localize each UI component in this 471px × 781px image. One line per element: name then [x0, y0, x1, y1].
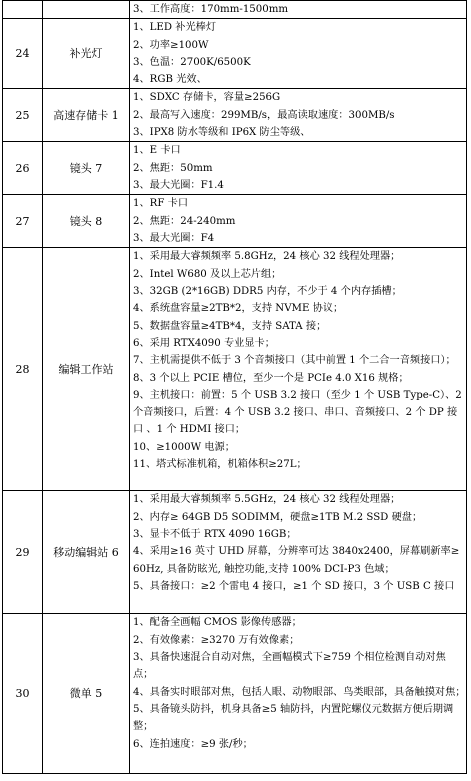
item-name: 镜头 7 — [43, 142, 130, 195]
item-name: 编辑工作站 — [43, 248, 130, 491]
spec-line: 2、内存≥ 64GB D5 SODIMM，硬盘≥1TB M.2 SSD 硬盘； — [133, 511, 423, 523]
spec-table-container — [2, 0, 466, 774]
spec-line: 2、有效像素：≥3270 万有效像素； — [133, 634, 300, 646]
table-row — [3, 89, 467, 142]
spec-line: 5、具备接口：≥2 个雷电 4 接口，≥1 个 SD 接口，3 个 USB C 接口 — [133, 580, 455, 592]
table-row — [3, 142, 467, 195]
item-name: 补光灯 — [43, 19, 130, 89]
spec-line: 3、32GB (2*16GB) DDR5 内存，不少于 4 个内存插槽； — [133, 286, 402, 298]
spec-line: 1、采用最大睿频频率 5.5GHz，24 核心 32 线程处理器； — [133, 494, 401, 506]
spec-line: 1、SDXC 存储卡，容量≥256G — [133, 92, 281, 104]
spec-line: 5、数据盘容量≥4TB*4，支持 SATA 接； — [133, 320, 327, 332]
item-name — [43, 1, 130, 19]
item-name: 高速存储卡 1 — [43, 89, 130, 142]
spec-line: 3、最大光圈：F4 — [133, 233, 215, 245]
spec-line: 1、配备全画幅 CMOS 影像传感器； — [133, 617, 302, 629]
item-specs — [130, 195, 467, 248]
spec-line: 2、Intel W680 及以上芯片组； — [133, 268, 282, 280]
item-name: 移动编辑站 6 — [43, 491, 130, 614]
item-specs — [130, 19, 467, 89]
item-specs — [130, 89, 467, 142]
table-row — [3, 491, 467, 614]
spec-line: 4、具备实时眼部对焦，包括人眼、动物眼部、鸟类眼部，具备触摸对焦； — [133, 686, 466, 698]
spec-line: 10、≥1000W 电源； — [133, 441, 235, 453]
row-number: 26 — [3, 142, 43, 195]
equipment-spec-table — [2, 0, 467, 774]
spec-line: 3、工作高度：170mm-1500mm — [133, 4, 289, 15]
spec-line: 6、连拍速度：≥9 张/秒； — [133, 738, 253, 750]
item-specs — [130, 491, 467, 614]
spec-line: 4、系统盘容量≥2TB*2，支持 NVME 协议； — [133, 303, 344, 315]
spec-line: 2、焦距：24-240mm — [133, 215, 236, 227]
row-number: 28 — [3, 248, 43, 491]
table-row — [3, 195, 467, 248]
spec-line: 3、IPX8 防水等级和 IP6X 防尘等级、 — [133, 127, 311, 139]
spec-line: 3、最大光圈：F1.4 — [133, 180, 224, 192]
spec-line: 2、功率≥100W — [133, 39, 209, 51]
item-specs — [130, 142, 467, 195]
spec-line: 2、最高写入速度：299MB/s，最高读取速度：300MB/s — [133, 109, 395, 121]
spec-line: 7、主机需提供不低于 3 个音频接口（其中前置 1 个二合一音频接口）； — [133, 355, 456, 367]
row-number: 24 — [3, 19, 43, 89]
spec-line: 2、焦距：50mm — [133, 162, 213, 174]
spec-line: 1、E 卡口 — [133, 145, 181, 157]
spec-line: 6、采用 RTX4090 专业显卡； — [133, 337, 275, 349]
row-number — [3, 1, 43, 19]
spec-line: 9、主机接口：前置：5 个 USB 3.2 接口（至少 1 个 USB Type-C）、2 个音频接口，后置：4 个 USB 3.2 接口、串口、音频接口、2 个 DP 接口 、1 个 HDMI 接口； — [133, 389, 462, 436]
item-specs — [130, 248, 467, 491]
row-number: 25 — [3, 89, 43, 142]
spec-line: 3、显卡不低于 RTX 4090 16GB； — [133, 529, 297, 541]
spec-line: 1、LED 补光棒灯 — [133, 22, 217, 34]
item-specs — [130, 614, 467, 774]
spec-line: 1、RF 卡口 — [133, 198, 189, 210]
item-name: 镜头 8 — [43, 195, 130, 248]
row-number: 29 — [3, 491, 43, 614]
spec-line: 3、具备快速混合自动对焦，全画幅模式下≥759 个相位检测自动对焦点； — [133, 652, 446, 681]
spec-line: 11、塔式标准机箱，机箱体积≥27L； — [133, 459, 307, 471]
spec-line: 4、RGB 光效、 — [133, 74, 207, 86]
spec-line: 5、具备镜头防抖，机身具备≥5 轴防抖，内置陀螺仪元数据方便后期调整； — [133, 703, 454, 733]
spec-line: 4、采用≥16 英寸 UHD 屏幕，分辨率可达 3840x2400，屏幕刷新率≥ 60Hz, 具备防眩光, 触控功能,支持 100% DCI-P3 色域； — [133, 546, 460, 575]
item-specs — [130, 1, 467, 19]
table-row — [3, 248, 467, 491]
item-name: 微单 5 — [43, 614, 130, 774]
spec-line: 8、3 个以上 PCIE 槽位，至少一个是 PCIe 4.0 X16 规格； — [133, 372, 409, 384]
table-row — [3, 1, 467, 19]
spec-line: 1、采用最大睿频频率 5.8GHz，24 核心 32 线程处理器； — [133, 251, 401, 263]
row-number: 30 — [3, 614, 43, 774]
spec-line: 3、色温：2700K/6500K — [133, 56, 251, 68]
table-row — [3, 614, 467, 774]
row-number: 27 — [3, 195, 43, 248]
table-row — [3, 19, 467, 89]
